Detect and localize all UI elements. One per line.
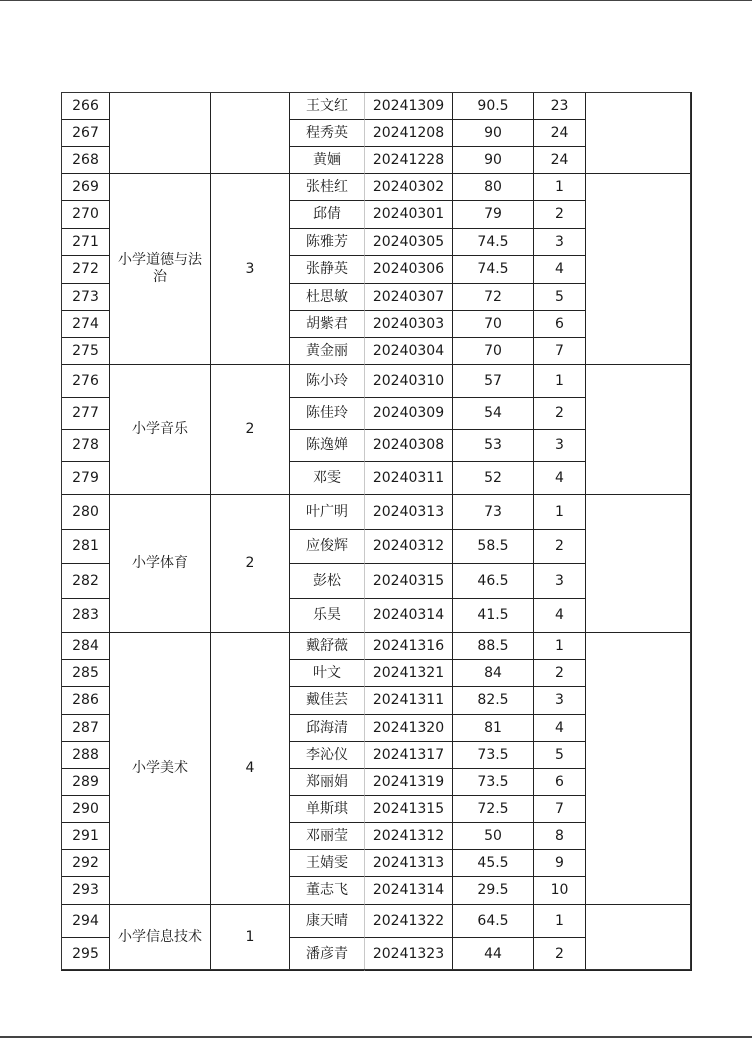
score-cell: 57 <box>452 364 534 398</box>
row-number-cell: 270 <box>61 200 110 229</box>
rank-cell: 23 <box>533 92 586 120</box>
rank-cell: 1 <box>533 494 586 530</box>
quota-cell: 4 <box>210 632 290 905</box>
quota-cell <box>210 92 290 174</box>
rank-cell: 5 <box>533 283 586 311</box>
quota-cell: 2 <box>210 364 290 495</box>
score-cell: 46.5 <box>452 563 534 599</box>
row-number-cell: 293 <box>61 876 110 905</box>
ticket-number-cell: 20241322 <box>364 904 453 938</box>
row-number-cell: 285 <box>61 659 110 687</box>
rank-cell: 3 <box>533 429 586 462</box>
row-number-cell: 274 <box>61 310 110 338</box>
ticket-number-cell: 20240304 <box>364 337 453 365</box>
row-number-cell: 283 <box>61 598 110 633</box>
row-number-cell: 291 <box>61 822 110 850</box>
name-cell: 张静英 <box>289 255 365 284</box>
ticket-number-cell: 20241311 <box>364 686 453 715</box>
subject-cell: 小学道德与法治 <box>109 173 211 365</box>
row-number-cell: 295 <box>61 937 110 971</box>
row-number-cell: 290 <box>61 795 110 823</box>
row-number-cell: 287 <box>61 714 110 742</box>
name-cell: 彭松 <box>289 563 365 599</box>
row-number-cell: 280 <box>61 494 110 530</box>
row-number-cell: 273 <box>61 283 110 311</box>
row-number-cell: 284 <box>61 632 110 660</box>
rank-cell: 4 <box>533 255 586 284</box>
row-number-cell: 267 <box>61 119 110 147</box>
rank-cell: 2 <box>533 200 586 229</box>
rank-cell: 3 <box>533 563 586 599</box>
score-cell: 58.5 <box>452 529 534 564</box>
ticket-number-cell: 20240313 <box>364 494 453 530</box>
ticket-number-cell: 20240315 <box>364 563 453 599</box>
ticket-number-cell: 20240302 <box>364 173 453 201</box>
score-cell: 41.5 <box>452 598 534 633</box>
rank-cell: 2 <box>533 529 586 564</box>
rank-cell: 4 <box>533 461 586 495</box>
ticket-number-cell: 20241316 <box>364 632 453 660</box>
row-number-cell: 279 <box>61 461 110 495</box>
ticket-number-cell: 20241321 <box>364 659 453 687</box>
name-cell: 董志飞 <box>289 876 365 905</box>
rank-cell: 3 <box>533 228 586 256</box>
name-cell: 胡紫君 <box>289 310 365 338</box>
subject-cell: 小学音乐 <box>109 364 211 495</box>
score-cell: 70 <box>452 337 534 365</box>
score-cell: 73 <box>452 494 534 530</box>
score-cell: 29.5 <box>452 876 534 905</box>
remark-cell <box>585 494 692 633</box>
score-cell: 54 <box>452 397 534 430</box>
ticket-number-cell: 20241317 <box>364 741 453 769</box>
score-cell: 72 <box>452 283 534 311</box>
subject-cell: 小学信息技术 <box>109 904 211 971</box>
name-cell: 邱倩 <box>289 200 365 229</box>
remark-cell <box>585 92 692 174</box>
ticket-number-cell: 20240301 <box>364 200 453 229</box>
subject-cell: 小学美术 <box>109 632 211 905</box>
name-cell: 康天晴 <box>289 904 365 938</box>
score-cell: 90.5 <box>452 92 534 120</box>
name-cell: 邱海清 <box>289 714 365 742</box>
score-cell: 80 <box>452 173 534 201</box>
score-cell: 45.5 <box>452 849 534 877</box>
name-cell: 张桂红 <box>289 173 365 201</box>
ticket-number-cell: 20241315 <box>364 795 453 823</box>
row-number-cell: 276 <box>61 364 110 398</box>
subject-cell: 小学体育 <box>109 494 211 633</box>
ticket-number-cell: 20241319 <box>364 768 453 796</box>
score-cell: 90 <box>452 146 534 174</box>
row-number-cell: 278 <box>61 429 110 462</box>
ticket-number-cell: 20241208 <box>364 119 453 147</box>
score-cell: 73.5 <box>452 768 534 796</box>
row-number-cell: 266 <box>61 92 110 120</box>
row-number-cell: 277 <box>61 397 110 430</box>
rank-cell: 1 <box>533 632 586 660</box>
name-cell: 乐昊 <box>289 598 365 633</box>
ticket-number-cell: 20241309 <box>364 92 453 120</box>
row-number-cell: 281 <box>61 529 110 564</box>
name-cell: 单斯琪 <box>289 795 365 823</box>
quota-cell: 2 <box>210 494 290 633</box>
ticket-number-cell: 20240307 <box>364 283 453 311</box>
ticket-number-cell: 20240303 <box>364 310 453 338</box>
name-cell: 叶广明 <box>289 494 365 530</box>
row-number-cell: 289 <box>61 768 110 796</box>
name-cell: 王婧雯 <box>289 849 365 877</box>
score-cell: 90 <box>452 119 534 147</box>
ticket-number-cell: 20240305 <box>364 228 453 256</box>
row-number-cell: 286 <box>61 686 110 715</box>
score-cell: 88.5 <box>452 632 534 660</box>
rank-cell: 1 <box>533 364 586 398</box>
remark-cell <box>585 173 692 365</box>
row-number-cell: 275 <box>61 337 110 365</box>
score-cell: 53 <box>452 429 534 462</box>
score-cell: 72.5 <box>452 795 534 823</box>
rank-cell: 2 <box>533 937 586 971</box>
ticket-number-cell: 20240309 <box>364 397 453 430</box>
score-cell: 82.5 <box>452 686 534 715</box>
score-cell: 52 <box>452 461 534 495</box>
row-number-cell: 271 <box>61 228 110 256</box>
score-cell: 79 <box>452 200 534 229</box>
name-cell: 黄金丽 <box>289 337 365 365</box>
ticket-number-cell: 20240310 <box>364 364 453 398</box>
name-cell: 杜思敏 <box>289 283 365 311</box>
score-cell: 74.5 <box>452 255 534 284</box>
name-cell: 陈逸婵 <box>289 429 365 462</box>
subject-cell <box>109 92 211 174</box>
ticket-number-cell: 20241313 <box>364 849 453 877</box>
ticket-number-cell: 20241320 <box>364 714 453 742</box>
ticket-number-cell: 20240312 <box>364 529 453 564</box>
ticket-number-cell: 20240308 <box>364 429 453 462</box>
rank-cell: 24 <box>533 119 586 147</box>
rank-cell: 2 <box>533 659 586 687</box>
name-cell: 王文红 <box>289 92 365 120</box>
name-cell: 戴舒薇 <box>289 632 365 660</box>
name-cell: 叶文 <box>289 659 365 687</box>
name-cell: 李沁仪 <box>289 741 365 769</box>
score-cell: 64.5 <box>452 904 534 938</box>
score-cell: 74.5 <box>452 228 534 256</box>
rank-cell: 4 <box>533 598 586 633</box>
remark-cell <box>585 364 692 495</box>
ticket-number-cell: 20241228 <box>364 146 453 174</box>
row-number-cell: 272 <box>61 255 110 284</box>
remark-cell <box>585 632 692 905</box>
rank-cell: 8 <box>533 822 586 850</box>
rank-cell: 1 <box>533 173 586 201</box>
name-cell: 应俊辉 <box>289 529 365 564</box>
score-cell: 81 <box>452 714 534 742</box>
rank-cell: 2 <box>533 397 586 430</box>
name-cell: 黄婳 <box>289 146 365 174</box>
ticket-number-cell: 20241312 <box>364 822 453 850</box>
row-number-cell: 292 <box>61 849 110 877</box>
score-cell: 73.5 <box>452 741 534 769</box>
ticket-number-cell: 20240311 <box>364 461 453 495</box>
rank-cell: 6 <box>533 310 586 338</box>
rank-cell: 7 <box>533 337 586 365</box>
row-number-cell: 288 <box>61 741 110 769</box>
rank-cell: 9 <box>533 849 586 877</box>
rank-cell: 10 <box>533 876 586 905</box>
rank-cell: 24 <box>533 146 586 174</box>
name-cell: 陈雅芳 <box>289 228 365 256</box>
row-number-cell: 294 <box>61 904 110 938</box>
name-cell: 邓丽莹 <box>289 822 365 850</box>
name-cell: 陈佳玲 <box>289 397 365 430</box>
name-cell: 潘彦青 <box>289 937 365 971</box>
name-cell: 郑丽娟 <box>289 768 365 796</box>
name-cell: 戴佳芸 <box>289 686 365 715</box>
score-cell: 70 <box>452 310 534 338</box>
ticket-number-cell: 20240314 <box>364 598 453 633</box>
remark-cell <box>585 904 692 971</box>
row-number-cell: 268 <box>61 146 110 174</box>
row-number-cell: 282 <box>61 563 110 599</box>
name-cell: 程秀英 <box>289 119 365 147</box>
rank-cell: 4 <box>533 714 586 742</box>
rank-cell: 7 <box>533 795 586 823</box>
rank-cell: 1 <box>533 904 586 938</box>
rank-cell: 3 <box>533 686 586 715</box>
rank-cell: 5 <box>533 741 586 769</box>
ticket-number-cell: 20241323 <box>364 937 453 971</box>
quota-cell: 3 <box>210 173 290 365</box>
score-cell: 44 <box>452 937 534 971</box>
quota-cell: 1 <box>210 904 290 971</box>
row-number-cell: 269 <box>61 173 110 201</box>
rank-cell: 6 <box>533 768 586 796</box>
ticket-number-cell: 20241314 <box>364 876 453 905</box>
name-cell: 邓雯 <box>289 461 365 495</box>
score-cell: 84 <box>452 659 534 687</box>
score-cell: 50 <box>452 822 534 850</box>
ticket-number-cell: 20240306 <box>364 255 453 284</box>
name-cell: 陈小玲 <box>289 364 365 398</box>
